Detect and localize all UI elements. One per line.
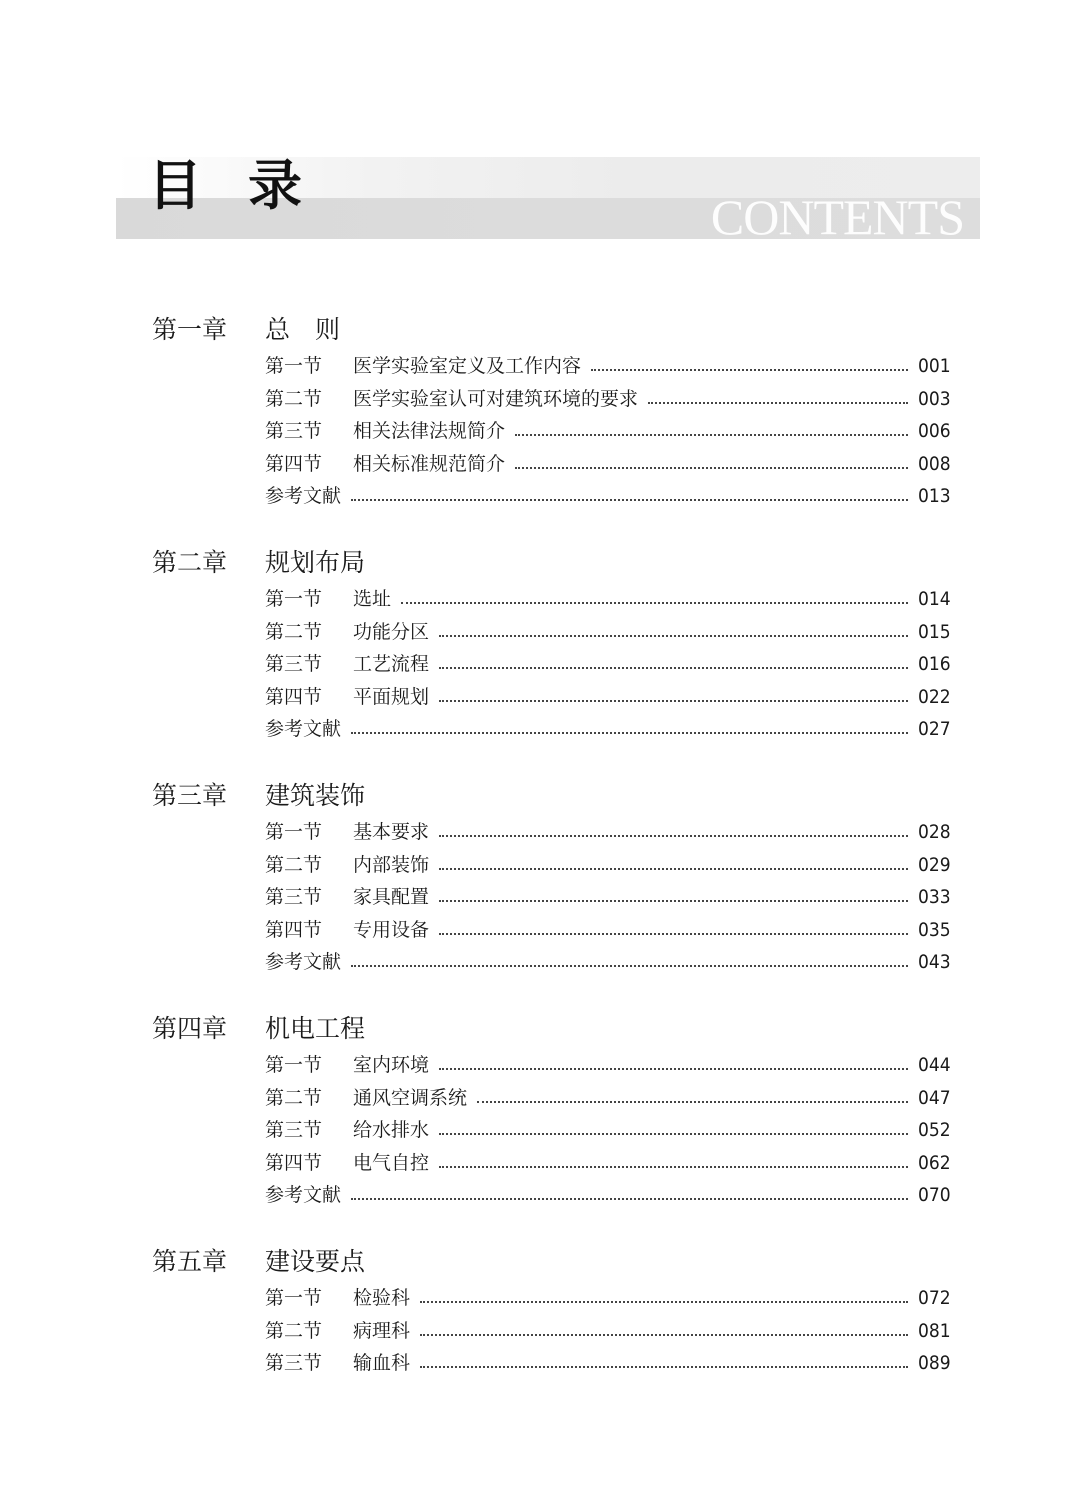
section-title: 工艺流程 bbox=[353, 653, 430, 675]
section-number: 第二节 bbox=[265, 388, 323, 410]
section-title: 参考文献 bbox=[265, 718, 342, 740]
dot-leader bbox=[648, 402, 908, 404]
toc-entry-references[interactable] bbox=[265, 716, 950, 742]
dot-leader bbox=[351, 499, 908, 501]
section-number: 第一节 bbox=[265, 821, 323, 843]
section-title: 相关法律法规简介 bbox=[353, 420, 506, 442]
chapter-number: 第一章 bbox=[152, 315, 228, 344]
section-number: 第一节 bbox=[265, 1287, 323, 1309]
toc-entry[interactable] bbox=[265, 1285, 950, 1311]
toc-entry[interactable] bbox=[265, 1350, 950, 1376]
page-number: 027 bbox=[918, 718, 951, 740]
section-title: 电气自控 bbox=[353, 1152, 430, 1174]
section-title: 相关标准规范简介 bbox=[353, 453, 506, 475]
page-number: 089 bbox=[918, 1352, 951, 1374]
section-number: 第三节 bbox=[265, 420, 323, 442]
toc-entry-references[interactable] bbox=[265, 1182, 950, 1208]
section-number: 第二节 bbox=[265, 1320, 323, 1342]
section-title: 参考文献 bbox=[265, 951, 342, 973]
chapter-heading[interactable] bbox=[152, 313, 340, 347]
dot-leader bbox=[439, 700, 908, 702]
dot-leader bbox=[591, 369, 908, 371]
section-title: 专用设备 bbox=[353, 919, 430, 941]
dot-leader bbox=[439, 635, 908, 637]
page-number: 015 bbox=[918, 621, 951, 643]
section-title: 内部装饰 bbox=[353, 854, 430, 876]
dot-leader bbox=[420, 1301, 908, 1303]
toc-entry[interactable] bbox=[265, 418, 950, 444]
chapter-title: 建筑装饰 bbox=[265, 781, 366, 810]
page-number: 081 bbox=[918, 1320, 951, 1342]
section-number: 第一节 bbox=[265, 588, 323, 610]
dot-leader bbox=[439, 1133, 908, 1135]
toc-entry[interactable] bbox=[265, 684, 950, 710]
toc-entry[interactable] bbox=[265, 1150, 950, 1176]
toc-entry[interactable] bbox=[265, 917, 950, 943]
page-number: 016 bbox=[918, 653, 951, 675]
section-title: 给水排水 bbox=[353, 1119, 430, 1141]
page-number: 052 bbox=[918, 1119, 951, 1141]
page-title: 目录 bbox=[148, 153, 348, 217]
section-number: 第四节 bbox=[265, 919, 323, 941]
dot-leader bbox=[439, 900, 908, 902]
section-title: 输血科 bbox=[353, 1352, 411, 1374]
dot-leader bbox=[439, 1068, 908, 1070]
page-number: 062 bbox=[918, 1152, 951, 1174]
section-number: 第三节 bbox=[265, 886, 323, 908]
page-number: 070 bbox=[918, 1184, 951, 1206]
section-title: 基本要求 bbox=[353, 821, 430, 843]
toc-entry[interactable] bbox=[265, 1052, 950, 1078]
section-title: 平面规划 bbox=[353, 686, 430, 708]
section-title: 医学实验室定义及工作内容 bbox=[353, 355, 582, 377]
dot-leader bbox=[351, 965, 908, 967]
chapter-heading[interactable] bbox=[152, 779, 365, 813]
section-number: 第四节 bbox=[265, 453, 323, 475]
chapter-number: 第五章 bbox=[152, 1247, 228, 1276]
page-number: 008 bbox=[918, 453, 951, 475]
toc-entry[interactable] bbox=[265, 451, 950, 477]
section-title: 医学实验室认可对建筑环境的要求 bbox=[353, 388, 639, 410]
section-number: 第四节 bbox=[265, 1152, 323, 1174]
toc-entry[interactable] bbox=[265, 353, 950, 379]
chapter-number: 第二章 bbox=[152, 548, 228, 577]
section-title: 病理科 bbox=[353, 1320, 411, 1342]
page-number: 029 bbox=[918, 854, 951, 876]
dot-leader bbox=[351, 732, 908, 734]
chapter-number: 第三章 bbox=[152, 781, 228, 810]
dot-leader bbox=[420, 1334, 908, 1336]
page-number: 028 bbox=[918, 821, 951, 843]
section-title: 选址 bbox=[353, 588, 392, 610]
dot-leader bbox=[439, 835, 908, 837]
toc-entry-references[interactable] bbox=[265, 483, 950, 509]
dot-leader bbox=[439, 933, 908, 935]
page-number: 047 bbox=[918, 1087, 951, 1109]
chapter-number: 第四章 bbox=[152, 1014, 228, 1043]
chapter-title: 总 则 bbox=[265, 315, 341, 344]
page-number: 072 bbox=[918, 1287, 951, 1309]
page-number: 014 bbox=[918, 588, 951, 610]
dot-leader bbox=[420, 1366, 908, 1368]
section-number: 第二节 bbox=[265, 621, 323, 643]
section-number: 第三节 bbox=[265, 1119, 323, 1141]
page-number: 001 bbox=[918, 355, 951, 377]
page-number: 006 bbox=[918, 420, 951, 442]
dot-leader bbox=[515, 467, 908, 469]
section-title: 通风空调系统 bbox=[353, 1087, 468, 1109]
section-title: 功能分区 bbox=[353, 621, 430, 643]
page-number: 044 bbox=[918, 1054, 951, 1076]
dot-leader bbox=[351, 1198, 908, 1200]
dot-leader bbox=[439, 667, 908, 669]
chapter-title: 规划布局 bbox=[265, 548, 366, 577]
section-number: 第二节 bbox=[265, 1087, 323, 1109]
page-number: 003 bbox=[918, 388, 951, 410]
dot-leader bbox=[439, 868, 908, 870]
chapter-title: 建设要点 bbox=[265, 1247, 366, 1276]
toc-entry[interactable] bbox=[265, 884, 950, 910]
toc-entry[interactable] bbox=[265, 586, 950, 612]
section-number: 第三节 bbox=[265, 1352, 323, 1374]
toc-entry[interactable] bbox=[265, 651, 950, 677]
chapter-title: 机电工程 bbox=[265, 1014, 366, 1043]
dot-leader bbox=[515, 434, 908, 436]
chapter-heading[interactable] bbox=[152, 1012, 365, 1046]
page-number: 022 bbox=[918, 686, 951, 708]
section-number: 第一节 bbox=[265, 355, 323, 377]
chapter-heading[interactable] bbox=[152, 1245, 365, 1279]
toc-entry-references[interactable] bbox=[265, 949, 950, 975]
section-number: 第二节 bbox=[265, 854, 323, 876]
toc-entry[interactable] bbox=[265, 1085, 950, 1111]
page-number: 033 bbox=[918, 886, 951, 908]
section-title: 家具配置 bbox=[353, 886, 430, 908]
dot-leader bbox=[439, 1166, 908, 1168]
page-number: 013 bbox=[918, 485, 951, 507]
toc-entry[interactable] bbox=[265, 1117, 950, 1143]
toc-entry[interactable] bbox=[265, 1318, 950, 1344]
chapter-heading[interactable] bbox=[152, 546, 365, 580]
section-title: 室内环境 bbox=[353, 1054, 430, 1076]
section-number: 第四节 bbox=[265, 686, 323, 708]
section-title: 参考文献 bbox=[265, 485, 342, 507]
section-number: 第三节 bbox=[265, 653, 323, 675]
page-number: 043 bbox=[918, 951, 951, 973]
section-title: 参考文献 bbox=[265, 1184, 342, 1206]
toc-entry[interactable] bbox=[265, 619, 950, 645]
page-title-en: CONTENTS bbox=[710, 189, 964, 245]
toc-entry[interactable] bbox=[265, 819, 950, 845]
dot-leader bbox=[477, 1101, 908, 1103]
toc-entry[interactable] bbox=[265, 852, 950, 878]
page-number: 035 bbox=[918, 919, 951, 941]
toc-entry[interactable] bbox=[265, 386, 950, 412]
section-number: 第一节 bbox=[265, 1054, 323, 1076]
dot-leader bbox=[401, 602, 908, 604]
section-title: 检验科 bbox=[353, 1287, 411, 1309]
